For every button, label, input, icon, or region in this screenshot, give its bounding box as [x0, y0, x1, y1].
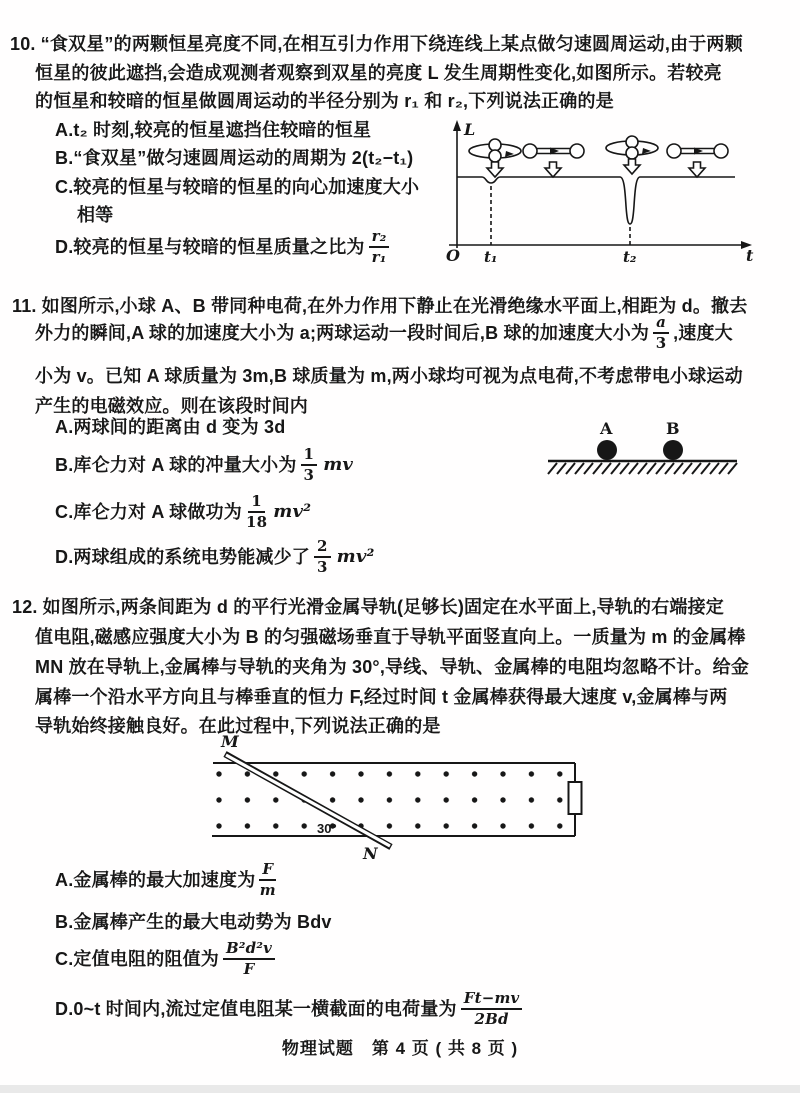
q10-light-curve-figure — [445, 118, 775, 278]
q10-option-b-text: B.“食双星”做匀速圆周运动的周期为 2(t₂−t₁) — [55, 148, 414, 168]
q11-option-d-text: D.两球组成的系统电势能减少了 — [55, 546, 310, 567]
q11-text-2: 外力的瞬间,A 球的加速度大小为 a;两球运动一段时间后,B 球的加速度大小为 — [35, 322, 650, 343]
ball-b-label: B — [666, 420, 680, 438]
fraction-numerator: r₂ — [369, 228, 390, 248]
q12-rail-circuit-figure — [205, 733, 605, 860]
q12-option-c — [55, 940, 279, 978]
q12-option-b — [55, 910, 332, 934]
binary-side-sketch-1 — [523, 144, 584, 158]
fraction-denominator: 2Bd — [474, 1009, 509, 1028]
q12-option-c-text: C.定值电阻的阻值为 — [55, 948, 219, 969]
q12-option-d — [55, 990, 526, 1028]
q11-option-b-var: mv — [323, 453, 354, 475]
fraction-numerator: a — [653, 314, 669, 334]
angle-label: 30° — [317, 821, 337, 836]
charged-balls-svg — [545, 420, 745, 480]
q10-text-3: 的恒星和较暗的恒星做圆周运动的半径分别为 r₁ 和 r₂,下列说法正确的是 — [35, 91, 614, 111]
fraction-denominator: 3 — [317, 557, 328, 576]
q12-option-a — [55, 861, 280, 899]
fraction-denominator: 3 — [655, 333, 667, 352]
q12-line-2 — [35, 625, 746, 649]
q12-option-d-text: D.0~t 时间内,流过定值电阻某一横截面的电荷量为 — [55, 998, 457, 1019]
origin-label: O — [446, 246, 460, 265]
q10-option-c-text-2: 相等 — [77, 205, 114, 225]
fraction-Ftmv-over-2Bd — [461, 990, 523, 1028]
fraction-numerator: 1 — [301, 446, 318, 466]
q10-line-2 — [35, 61, 722, 85]
q12-text-5: 导轨始终接触良好。在此过程中,下列说法正确的是 — [35, 716, 441, 736]
fraction-denominator: 3 — [303, 465, 315, 484]
q11-option-b-text: B.库仑力对 A 球的冲量大小为 — [55, 454, 297, 475]
q12-text-1: 如图所示,两条间距为 d 的平行光滑金属导轨(足够长)固定在水平面上,导轨的右端接定 — [42, 597, 725, 617]
q12-line-3 — [35, 655, 749, 679]
fraction-1-over-18 — [246, 493, 267, 531]
q11-text-1: 如图所示,小球 A、B 带同种电荷,在外力作用下静止在光滑绝缘水平面上,相距为 d。撤去 — [41, 296, 748, 316]
q10-option-a-text: A.t₂ 时刻,较亮的恒星遮挡住较暗的恒星 — [55, 120, 372, 140]
fraction-denominator: 18 — [245, 512, 268, 531]
q11-option-c-var: mv² — [273, 500, 312, 522]
t1-tick-label: t₁ — [484, 248, 498, 266]
q11-option-c-text: C.库仑力对 A 球做功为 — [55, 501, 242, 522]
q11-text-4: 产生的电磁效应。则在该段时间内 — [35, 396, 308, 416]
fraction-2-over-3 — [314, 538, 331, 576]
rod-end-m-label: M — [221, 733, 239, 751]
q10-text-1: “食双星”的两颗恒星亮度不同,在相互引力作用下绕连线上某点做匀速圆周运动,由于两颗 — [40, 34, 743, 54]
ball-a — [597, 440, 617, 460]
fraction-numerator: B²d²v — [223, 940, 275, 960]
y-axis-label: L — [464, 120, 476, 139]
t2-tick-label: t₂ — [623, 248, 637, 266]
ball-b — [663, 440, 683, 460]
q11-option-b — [55, 446, 353, 484]
ball-a-label: A — [600, 420, 613, 438]
binary-eclipse-sketch-1 — [469, 139, 521, 162]
q11-text-3: 小为 v。已知 A 球质量为 3m,B 球质量为 m,两小球均可视为点电荷,不考虑带电小球运动 — [35, 366, 743, 386]
down-arrow-icon — [624, 159, 640, 174]
fraction-r2-over-r1 — [369, 228, 390, 266]
fraction-F-over-m — [259, 861, 276, 899]
q11-option-c — [55, 493, 311, 531]
ground-hatching — [548, 463, 737, 474]
rod-end-n-label: N — [363, 844, 378, 860]
down-arrow-icon — [545, 162, 561, 177]
fraction-denominator: r₁ — [371, 247, 387, 266]
q11-text-2b: ,速度大 — [673, 322, 733, 343]
q12-line-4 — [35, 685, 727, 709]
q10-option-c-text: C.较亮的恒星与较暗的恒星的向心加速度大小 — [55, 177, 420, 197]
luminosity-curve — [457, 177, 735, 224]
resistor — [569, 782, 582, 814]
q11-charged-balls-figure — [545, 420, 745, 480]
fraction-numerator: F — [259, 861, 276, 881]
y-axis-arrow — [453, 120, 461, 131]
q10-option-a — [55, 118, 371, 142]
page-footer — [0, 1034, 800, 1059]
q11-option-d — [55, 538, 375, 576]
q12-line-1 — [12, 595, 724, 619]
q12-text-3: MN 放在导轨上,金属棒与导轨的夹角为 30°,导线、导轨、金属棒的电阻均忽略不计。给金 — [35, 657, 750, 677]
footer-text: 物理试题 第 4 页 ( 共 8 页 ) — [281, 1039, 519, 1058]
light-curve-svg — [445, 118, 775, 278]
down-arrow-icon — [487, 162, 503, 177]
x-axis-label: t — [746, 246, 754, 265]
q12-option-b-text: B.金属棒产生的最大电动势为 Bdv — [55, 912, 332, 932]
q11-option-a — [55, 415, 285, 439]
fraction-denominator: F — [243, 959, 255, 978]
fraction-numerator: 1 — [248, 493, 265, 513]
q10-number: 10. — [10, 34, 36, 54]
q12-option-a-text: A.金属棒的最大加速度为 — [55, 869, 256, 890]
fraction-a-over-3 — [653, 314, 669, 352]
q11-option-d-var: mv² — [336, 545, 375, 567]
rail-circuit-svg — [205, 733, 605, 860]
binary-eclipse-sketch-2 — [606, 136, 658, 159]
fraction-numerator: 2 — [314, 538, 331, 558]
fraction-1-over-3 — [301, 446, 318, 484]
q11-number: 11. — [12, 296, 37, 316]
q10-line-1 — [10, 32, 743, 56]
scan-edge-shadow — [0, 1085, 800, 1093]
q10-text-2: 恒星的彼此遮挡,会造成观测者观察到双星的亮度 L 发生周期性变化,如图所示。若较亮 — [35, 63, 722, 83]
q10-option-b — [55, 146, 413, 170]
q11-option-a-text: A.两球间的距离由 d 变为 3d — [55, 417, 286, 437]
q10-line-3 — [35, 89, 614, 113]
q10-option-c — [55, 175, 419, 199]
fraction-numerator: Ft−mv — [461, 990, 523, 1010]
down-arrow-icon — [689, 162, 705, 177]
binary-side-sketch-2 — [667, 144, 728, 158]
q10-option-c-cont — [77, 203, 113, 227]
q12-number: 12. — [12, 597, 38, 617]
fraction-B2d2v-over-F — [223, 940, 275, 978]
q10-option-d — [55, 228, 393, 266]
fraction-denominator: m — [259, 880, 276, 899]
q12-text-4: 属棒一个沿水平方向且与棒垂直的恒力 F,经过时间 t 金属棒获得最大速度 v,金属棒与两 — [35, 687, 728, 707]
q10-option-d-text: D.较亮的恒星与较暗的恒星质量之比为 — [55, 236, 365, 257]
q11-line-2 — [35, 314, 733, 352]
q11-line-3 — [35, 364, 743, 388]
q12-text-2: 值电阻,磁感应强度大小为 B 的匀强磁场垂直于导轨平面竖直向上。一质量为 m 的金属棒 — [35, 627, 746, 647]
